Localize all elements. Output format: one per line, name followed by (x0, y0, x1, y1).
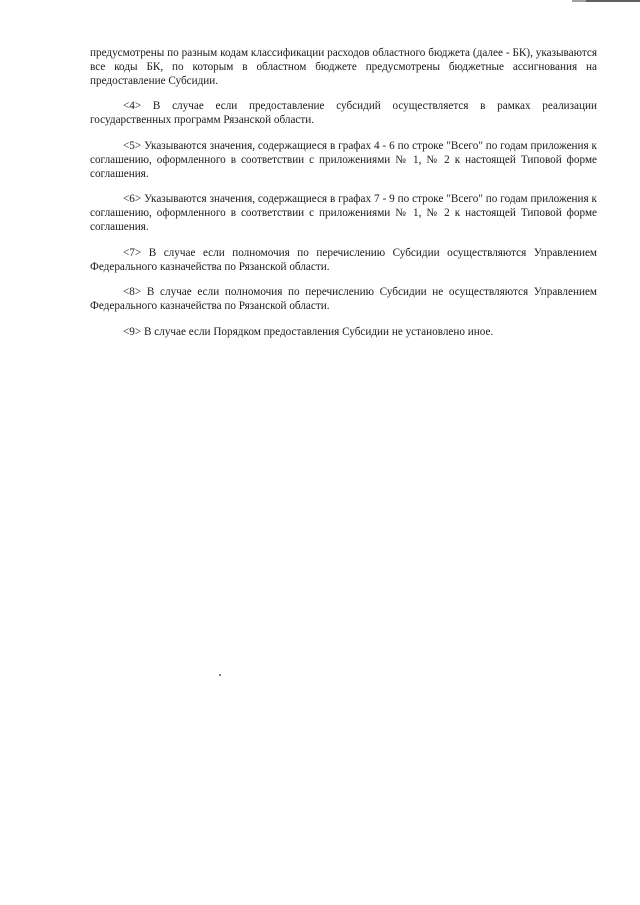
footnote-continuation-paragraph: предусмотрены по разным кодам классификации расходов областного бюджета (далее - БК), указываются все коды БК, по которым в областном бюджете предусмотрены бюджетные ассигнования на предоставление Субсидии. (90, 47, 597, 87)
footnote-7-paragraph: <7> В случае если полномочия по перечислению Субсидии осуществляются Управлением Федерального казначейства по Рязанской области. (90, 246, 597, 273)
footnotes-text-block (90, 47, 597, 352)
footnote-5-paragraph: <5> Указываются значения, содержащиеся в графах 4 - 6 по строке "Всего" по годам приложения к соглашению, оформленного в соответствии с приложениями № 1, № 2 к настоящей Типовой форме соглашения. (90, 139, 597, 180)
scan-speck (219, 674, 221, 676)
footnote-4-paragraph: <4> В случае если предоставление субсидий осуществляется в рамках реализации государственных программ Рязанской области. (90, 100, 597, 127)
footnote-8-paragraph: <8> В случае если полномочия по перечислению Субсидии не осуществляются Управлением Федерального казначейства по Рязанской области. (90, 286, 597, 313)
scan-edge-mark (586, 0, 640, 2)
footnote-9-paragraph: <9> В случае если Порядком предоставления Субсидии не установлено иное. (123, 325, 494, 338)
footnote-6-paragraph: <6> Указываются значения, содержащиеся в графах 7 - 9 по строке "Всего" по годам приложения к соглашению, оформленного в соответствии с приложениями № 1, № 2 к настоящей Типовой форме соглашения. (90, 193, 597, 233)
